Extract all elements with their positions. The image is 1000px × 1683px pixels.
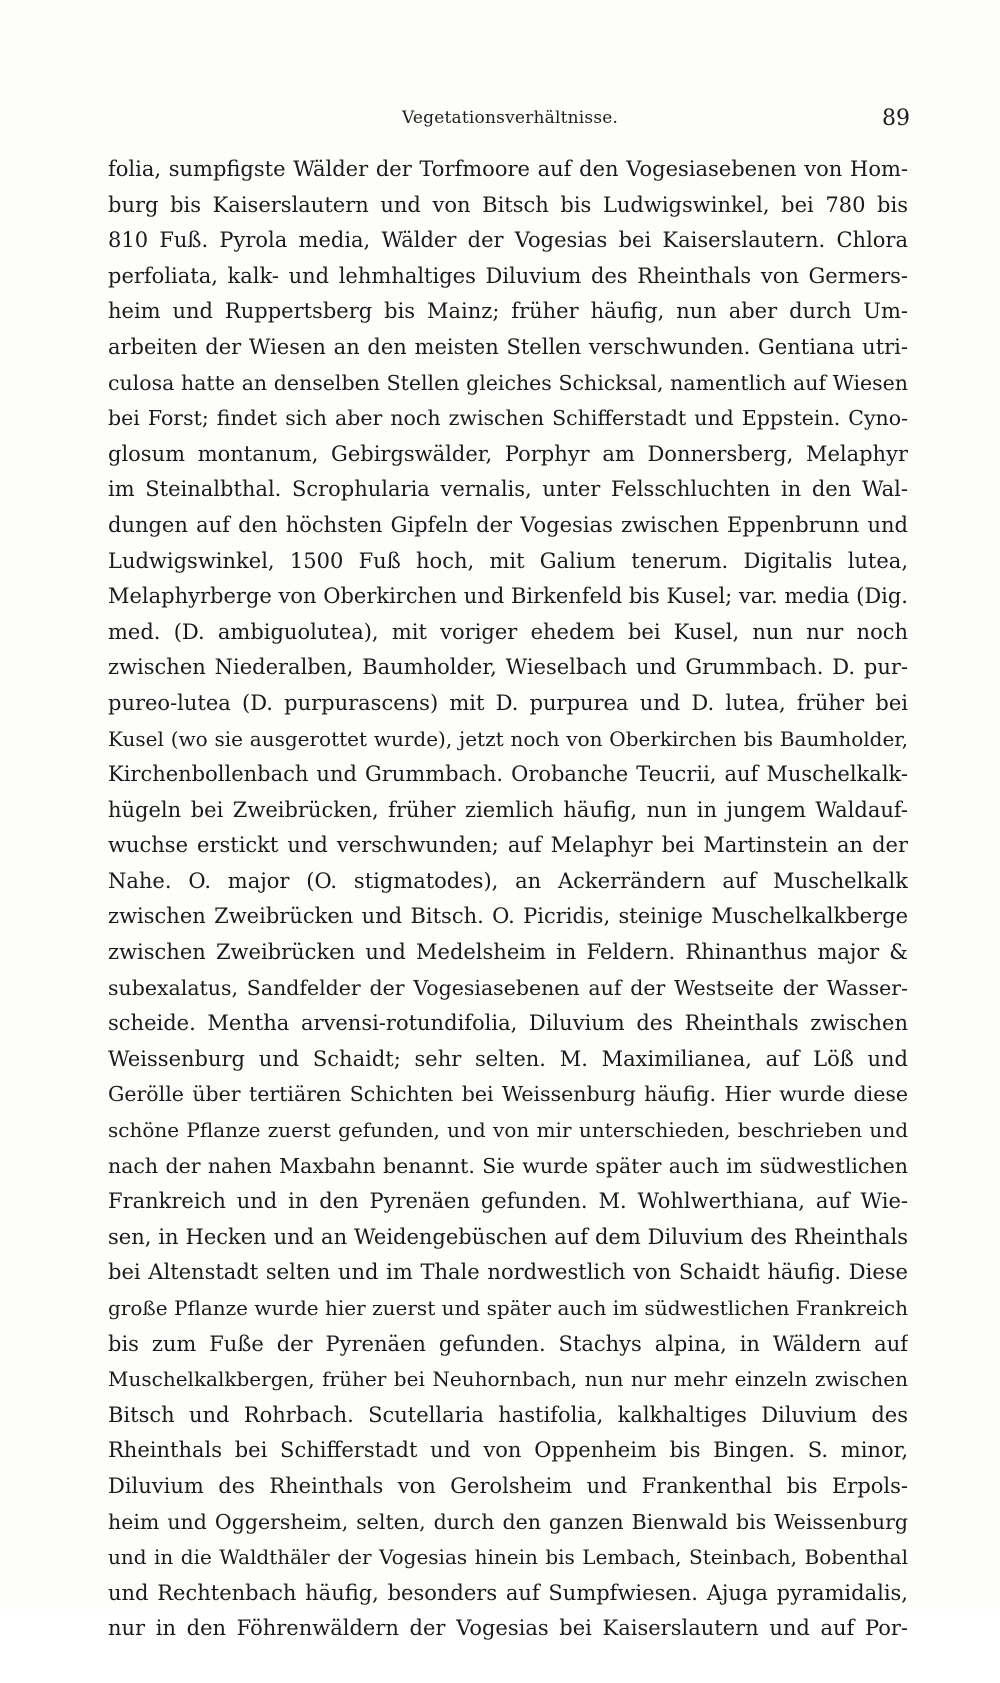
text-line: Ludwigswinkel, 1500 Fuß hoch, mit Galium tenerum. Digitalis lutea,	[108, 548, 908, 573]
text-line: hügeln bei Zweibrücken, früher ziemlich häufig, nun in jungem Waldauf-	[108, 797, 908, 822]
text-line: culosa hatte an denselben Stellen gleiches Schicksal, namentlich auf Wiesen	[108, 370, 908, 395]
text-line: Rheinthals bei Schifferstadt und von Oppenheim bis Bingen. S. minor,	[108, 1438, 908, 1463]
text-line: Nahe. O. major (O. stigmatodes), an Ackerrändern auf Muschelkalk	[108, 868, 908, 893]
text-line: Gerölle über tertiären Schichten bei Weissenburg häufig. Hier wurde diese	[108, 1082, 908, 1107]
text-line: große Pflanze wurde hier zuerst und später auch im südwestlichen Frankreich	[108, 1296, 908, 1320]
text-line	[108, 1647, 908, 1683]
text-line: zwischen Zweibrücken und Medelsheim in Feldern. Rhinanthus major &	[108, 940, 908, 965]
text-line: bei Altenstadt selten und im Thale nordwestlich von Schaidt häufig. Diese	[108, 1260, 908, 1285]
text-line: glosum montanum, Gebirgswälder, Porphyr am Donnersberg, Melaphyr	[108, 441, 908, 466]
text-line: arbeiten der Wiesen an den meisten Stellen verschwunden. Gentiana utri-	[108, 334, 908, 359]
text-line: nach der nahen Maxbahn benannt. Sie wurde später auch im südwestlichen	[108, 1153, 908, 1178]
text-line: Kirchenbollenbach und Grummbach. Orobanche Teucrii, auf Muschelkalk-	[108, 762, 908, 787]
page-number: 89	[882, 106, 910, 131]
text-line: burg bis Kaiserslautern und von Bitsch bis Ludwigswinkel, bei 780 bis	[108, 192, 908, 217]
text-line: Diluvium des Rheinthals von Gerolsheim und Frankenthal bis Erpols-	[108, 1473, 908, 1498]
text-line: Melaphyrberge von Oberkirchen und Birkenfeld bis Kusel; var. media (Dig.	[108, 584, 908, 609]
text-line: Bitsch und Rohrbach. Scutellaria hastifolia, kalkhaltiges Diluvium des	[108, 1402, 908, 1427]
text-line: nur in den Föhrenwäldern der Vogesias bei Kaiserslautern und auf Por-	[108, 1616, 908, 1641]
text-line: 810 Fuß. Pyrola media, Wälder der Vogesias bei Kaiserslautern. Chlora	[108, 228, 908, 253]
text-line: med. (D. ambiguolutea), mit voriger ehedem bei Kusel, nun nur noch	[108, 619, 908, 644]
text-line: scheide. Mentha arvensi-rotundifolia, Diluvium des Rheinthals zwischen	[108, 1011, 908, 1036]
text-line: bis zum Fuße der Pyrenäen gefunden. Stachys alpina, in Wäldern auf	[108, 1331, 908, 1356]
text-line: bei Forst; findet sich aber noch zwischen Schifferstadt und Eppstein. Cyno-	[108, 406, 908, 431]
text-line: Frankreich und in den Pyrenäen gefunden. M. Wohlwerthiana, auf Wie-	[108, 1189, 908, 1214]
text-line: subexalatus, Sandfelder der Vogesiasebenen auf der Westseite der Wasser-	[108, 975, 908, 1000]
running-head: Vegetationsverhältnisse.	[402, 108, 619, 128]
text-line: Muschelkalkbergen, früher bei Neuhornbach, nun nur mehr einzeln zwischen	[108, 1367, 908, 1392]
text-line: pureo-lutea (D. purpurascens) mit D. purpurea und D. lutea, früher bei	[108, 690, 908, 715]
text-line: im Steinalbthal. Scrophularia vernalis, unter Felsschluchten in den Wal-	[108, 477, 908, 502]
text-line: perfoliata, kalk- und lehmhaltiges Diluvium des Rheinthals von Germers-	[108, 263, 908, 288]
text-line: zwischen Zweibrücken und Bitsch. O. Picridis, steinige Muschelkalkberge	[108, 904, 908, 929]
text-line: folia, sumpfigste Wälder der Torfmoore auf den Vogesiasebenen von Hom-	[108, 157, 908, 181]
text-line: und in die Waldthäler der Vogesias hinein bis Lembach, Steinbach, Bobenthal	[108, 1545, 908, 1570]
text-line: zwischen Niederalben, Baumholder, Wieselbach und Grummbach. D. pur-	[108, 655, 908, 680]
text-line: sen, in Hecken und an Weidengebüschen auf dem Diluvium des Rheinthals	[108, 1224, 908, 1249]
text-line: schöne Pflanze zuerst gefunden, und von mir unterschieden, beschrieben und	[108, 1118, 908, 1143]
text-line: dungen auf den höchsten Gipfeln der Vogesias zwischen Eppenbrunn und	[108, 512, 908, 537]
text-line: wuchse erstickt und verschwunden; auf Melaphyr bei Martinstein an der	[108, 833, 908, 858]
text-line: und Rechtenbach häufig, besonders auf Sumpfwiesen. Ajuga pyramidalis,	[108, 1580, 908, 1605]
body-text	[108, 152, 908, 1683]
text-line: Weissenburg und Schaidt; sehr selten. M. Maximilianea, auf Löß und	[108, 1046, 908, 1071]
text-line: Kusel (wo sie ausgerottet wurde), jetzt noch von Oberkirchen bis Baumholder,	[108, 726, 908, 751]
text-line: heim und Oggersheim, selten, durch den ganzen Bienwald bis Weissenburg	[108, 1509, 908, 1534]
text-line: heim und Ruppertsberg bis Mainz; früher häufig, nun aber durch Um-	[108, 299, 908, 324]
